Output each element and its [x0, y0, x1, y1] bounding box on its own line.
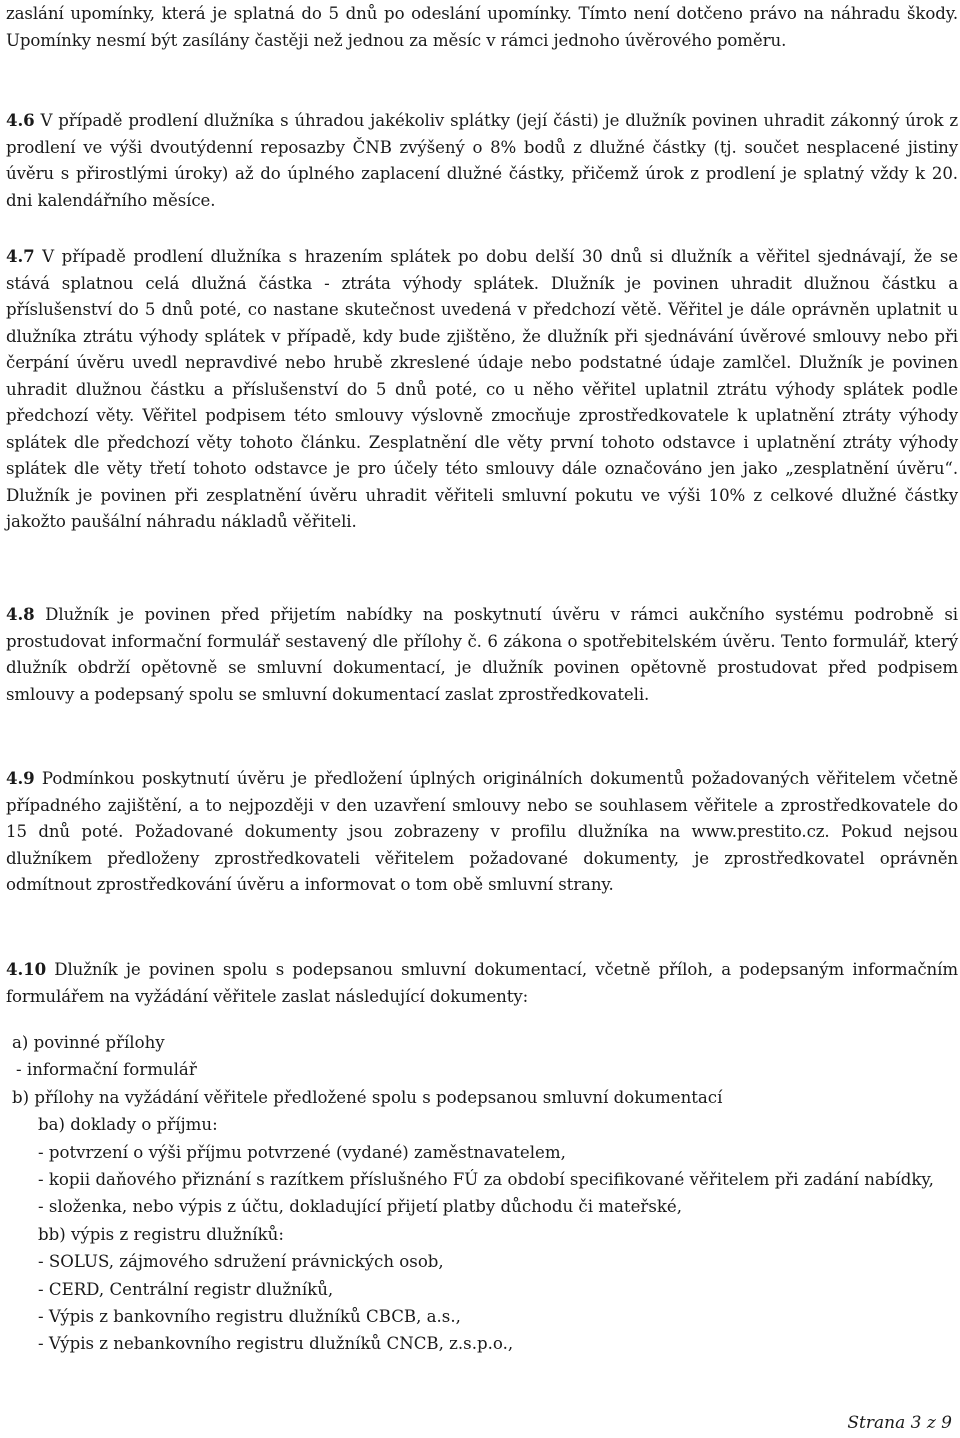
- section-number: 4.10: [6, 959, 47, 979]
- list-item: - potvrzení o výši příjmu potvrzené (vydané) zaměstnavatelem,: [38, 1142, 566, 1162]
- section-4-6: [6, 107, 958, 214]
- list-item: - kopii daňového přiznání s razítkem příslušného FÚ za období specifikované věřitelem při zadání nabídky,: [38, 1170, 934, 1190]
- list-item: - Výpis z nebankovního registru dlužníků CNCB, z.s.p.o.,: [38, 1334, 514, 1354]
- section-text: Dlužník je povinen spolu s podepsanou smluvní dokumentací, včetně příloh, a podepsaným informačním formulářem na vyžádání věřitele zaslat následující dokumenty:: [6, 960, 958, 1006]
- section-number: 4.6: [6, 110, 35, 130]
- list-item: a) povinné přílohy: [12, 1033, 165, 1052]
- documents-list: [6, 1029, 958, 1358]
- section-number: 4.9: [6, 768, 35, 788]
- list-item: - Výpis z bankovního registru dlužníků CBCB, a.s.,: [38, 1307, 461, 1327]
- list-item: - CERD, Centrální registr dlužníků,: [38, 1279, 334, 1299]
- list-item: b) přílohy na vyžádání věřitele předložené spolu s podepsanou smluvní dokumentací: [12, 1087, 723, 1107]
- section-4-9: [6, 765, 958, 899]
- list-item: ba) doklady o příjmu:: [38, 1115, 218, 1135]
- section-4-8: [6, 601, 958, 708]
- list-item: bb) výpis z registru dlužníků:: [38, 1224, 284, 1244]
- list-item: - složenka, nebo výpis z účtu, dokladující přijetí platby důchodu či mateřské,: [38, 1197, 683, 1217]
- section-text: V případě prodlení dlužníka s úhradou jakékoliv splátky (její části) je dlužník povinen uhradit zákonný úrok z prodlení ve výši dvoutýdenní reposazby ČNB zvýšený o 8% bodů z dlužné částky (tj. součet nesplacené jistiny úvěru s přirostlými úroky) až do úplného zaplacení dlužné částky, přičemž úrok z prodlení je splatný vždy k 20. dni kalendářního měsíce.: [6, 111, 958, 210]
- section-4-7: [6, 243, 958, 536]
- intro-paragraph: zaslání upomínky, která je splatná do 5 dnů po odeslání upomínky. Tímto není dotčeno právo na náhradu škody. Upomínky nesmí být zasílány častěji než jednou za měsíc v rámci jednoho úvěrového poměru.: [6, 4, 958, 50]
- list-item: - informační formulář: [16, 1060, 197, 1080]
- list-item: - SOLUS, zájmového sdružení právnických osob,: [38, 1252, 444, 1272]
- section-text: Podmínkou poskytnutí úvěru je předložení úplných originálních dokumentů požadovaných věřitelem včetně případného zajištění, a to nejpozději v den uzavření smlouvy nebo se souhlasem věřitele a zprostředkovatele do 15 dnů poté. Požadované dokumenty jsou zobrazeny v profilu dlužníka na www.prestito.cz. Pokud nejsou dlužníkem předloženy zprostředkovateli věřitelem požadované dokumenty, je zprostředkovatel oprávněn odmítnout zprostředkování úvěru a informovat o tom obě smluvní strany.: [6, 769, 958, 894]
- section-4-10: [6, 956, 958, 1010]
- section-number: 4.8: [6, 604, 35, 624]
- page-number: Strana 3 z 9: [847, 1413, 952, 1433]
- section-text: Dlužník je povinen před přijetím nabídky na poskytnutí úvěru v rámci aukčního systému podrobně si prostudovat informační formulář sestavený dle přílohy č. 6 zákona o spotřebitelském úvěru. Tento formulář, který dlužník obdrží opětovně se smluvní dokumentací, je dlužník povinen opětovně prostudovat před podpisem smlouvy a podepsaný spolu se smluvní dokumentací zaslat zprostředkovateli.: [6, 605, 958, 704]
- section-text: V případě prodlení dlužníka s hrazením splátek po dobu delší 30 dnů si dlužník a věřitel sjednávají, že se stává splatnou celá dlužná částka - ztráta výhody splátek. Dlužník je povinen uhradit dlužnou částku a příslušenství do 5 dnů poté, co nastane skutečnost uvedená v předchozí větě. Věřitel je dále oprávněn uplatnit u dlužníka ztrátu výhody splátek v případě, kdy bude zjištěno, že dlužník při sjednávání úvěrové smlouvy nebo při čerpání úvěru uvedl nepravdivé nebo hrubě zkreslené údaje nebo podstatné údaje zamlčel. Dlužník je povinen uhradit dlužnou částku a příslušenství do 5 dnů poté, co u něho věřitel uplatnil ztrátu výhody splátek podle předchozí věty. Věřitel podpisem této smlouvy výslovně zmocňuje zprostředkovatele k uplatnění ztráty výhody splátek dle předchozí věty tohoto článku. Zesplatnění dle věty první tohoto odstavce i uplatnění ztráty výhody splátek dle věty třetí tohoto odstavce je pro účely této smlouvy dále označováno jen jako „zesplatnění úvěru“. Dlužník je povinen při zesplatnění úvěru uhradit věřiteli smluvní pokutu ve výši 10% z celkové dlužné částky jakožto paušální náhradu nákladů věřiteli.: [6, 247, 958, 531]
- section-number: 4.7: [6, 246, 35, 266]
